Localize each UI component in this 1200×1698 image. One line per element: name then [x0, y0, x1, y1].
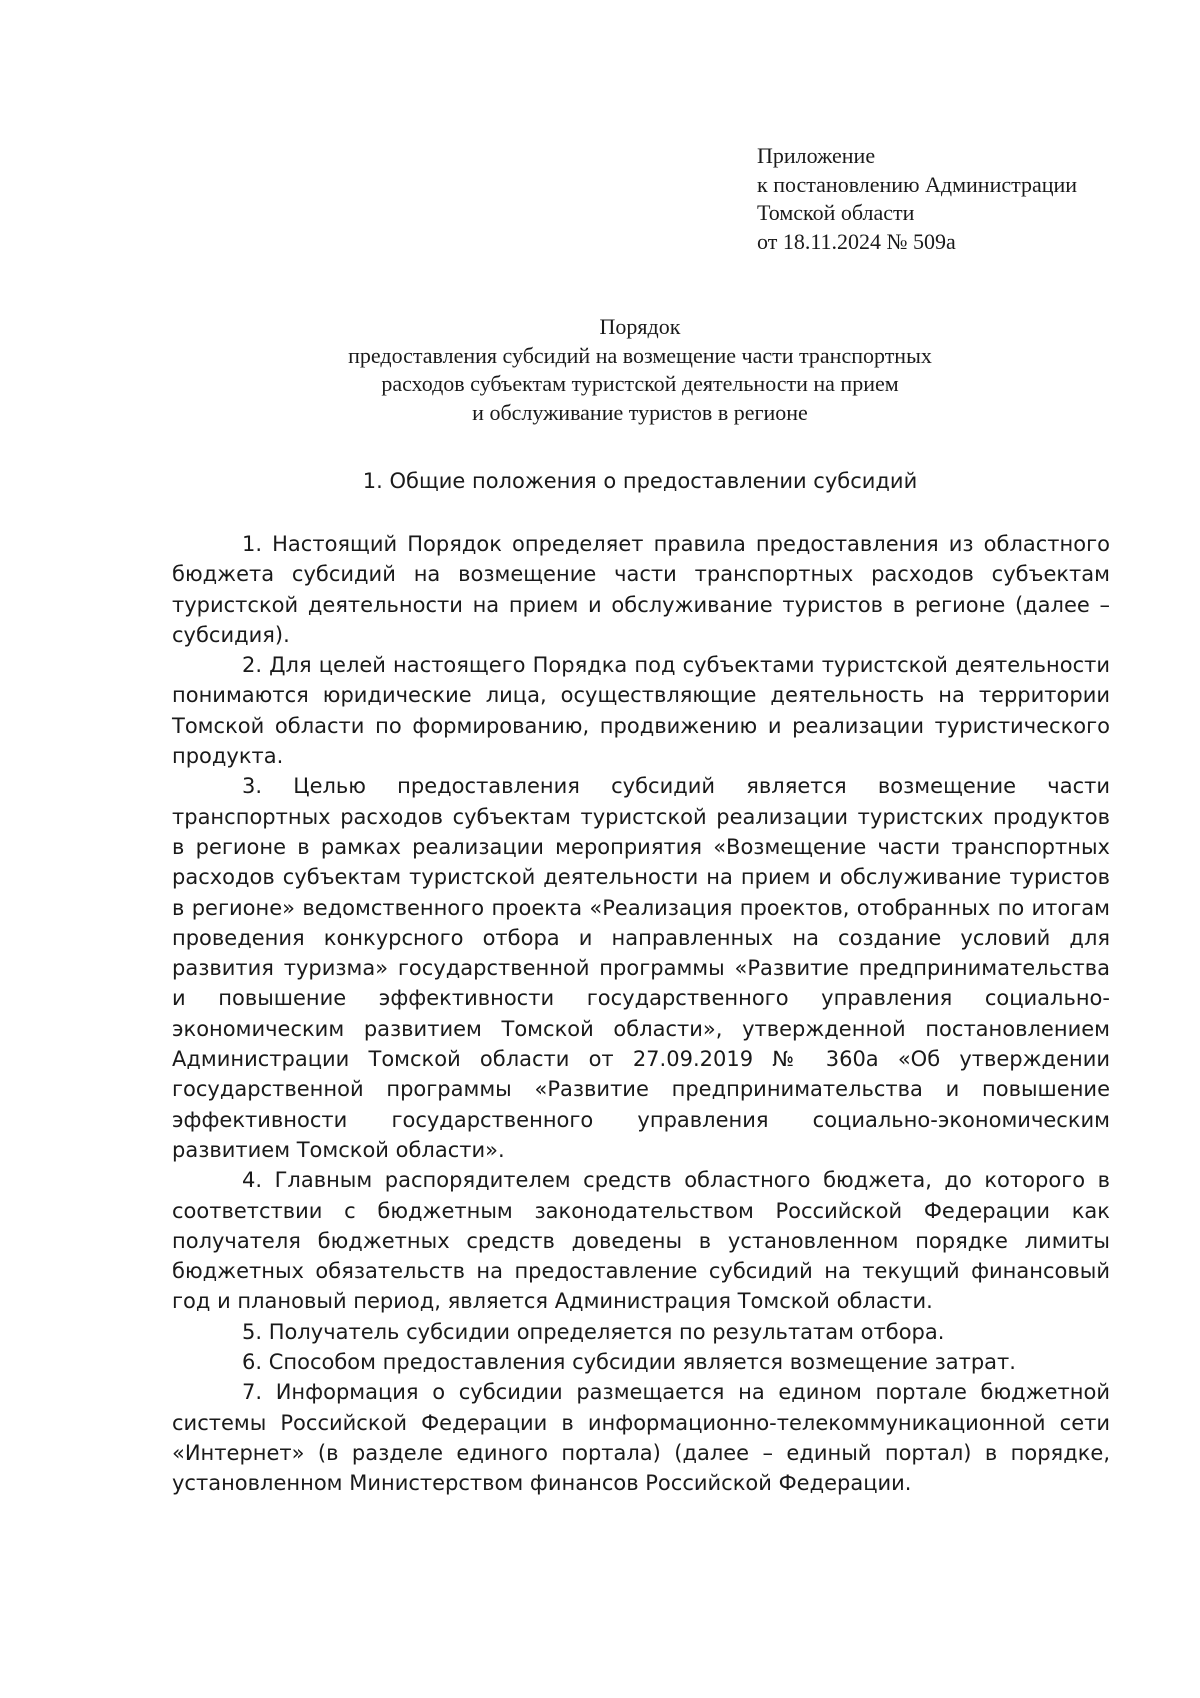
title-line: и обслуживание туристов в регионе — [472, 399, 808, 425]
paragraph: 7. Информация о субсидии размещается на едином портале бюджетной системы Российской Федерации в информационно-телекоммуникационной сети «Интернет» (в разделе единого портала) (далее – единый портал) в порядке, установленном Министерством финансов Российской Федерации. — [172, 1380, 1110, 1496]
paragraph: 4. Главным распорядителем средств областного бюджета, до которого в соответствии с бюджетным законодательством Российской Федерации как получателя бюджетных средств доведены в установленном порядке лимиты бюджетных обязательств на предоставление субсидий на текущий финансовый год и плановый период, является Администрация Томской области. — [172, 1168, 1110, 1314]
title-line: предоставления субсидий на возмещение части транспортных — [348, 342, 932, 368]
appendix-line: Томской области — [757, 200, 915, 225]
section-heading: 1. Общие положения о предоставлении субсидий — [362, 469, 918, 493]
paragraph: 3. Целью предоставления субсидий является возмещение части транспортных расходов субъектам туристской реализации туристских продуктов в регионе в рамках реализации мероприятия «Возмещение части транспортных расходов субъектам туристской деятельности на прием и обслуживание туристов в регионе» ведомственного проекта «Реализация проектов, отобранных по итогам проведения конкурсного отбора и направленных на создание условий для развития туризма» государственной программы «Развитие предпринимательства и повышение эффективности государственного управления социально-экономическим развитием Томской области», утвержденной постановлением Администрации Томской области от 27.09.2019 № 360а «Об утверждении государственной программы «Развитие предпринимательства и повышение эффективности государственного управления социально-экономическим развитием Томской области». — [172, 774, 1110, 1162]
paragraph: 1. Настоящий Порядок определяет правила предоставления из областного бюджета субсидий на возмещение части транспортных расходов субъектам туристской деятельности на прием и обслуживание туристов в регионе (далее – субсидия). — [172, 532, 1110, 647]
title-line: Порядок — [599, 314, 681, 339]
appendix-line: Приложение — [757, 143, 876, 168]
paragraph: 5. Получатель субсидии определяется по результатам отбора. — [242, 1319, 945, 1344]
appendix-line: к постановлению Администрации — [757, 171, 1078, 197]
paragraph: 6. Способом предоставления субсидии является возмещение затрат. — [242, 1350, 1016, 1375]
paragraph: 2. Для целей настоящего Порядка под субъектами туристской деятельности понимаются юридические лица, осуществляющие деятельность на территории Томской области по формированию, продвижению и реализации туристического продукта. — [172, 653, 1110, 769]
appendix-header — [757, 142, 1077, 256]
title-line: расходов субъектам туристской деятельности на прием — [381, 371, 899, 396]
body-text — [172, 529, 1110, 1499]
document-title — [170, 313, 1110, 427]
appendix-date-number: от 18.11.2024 № 509а — [757, 228, 956, 254]
